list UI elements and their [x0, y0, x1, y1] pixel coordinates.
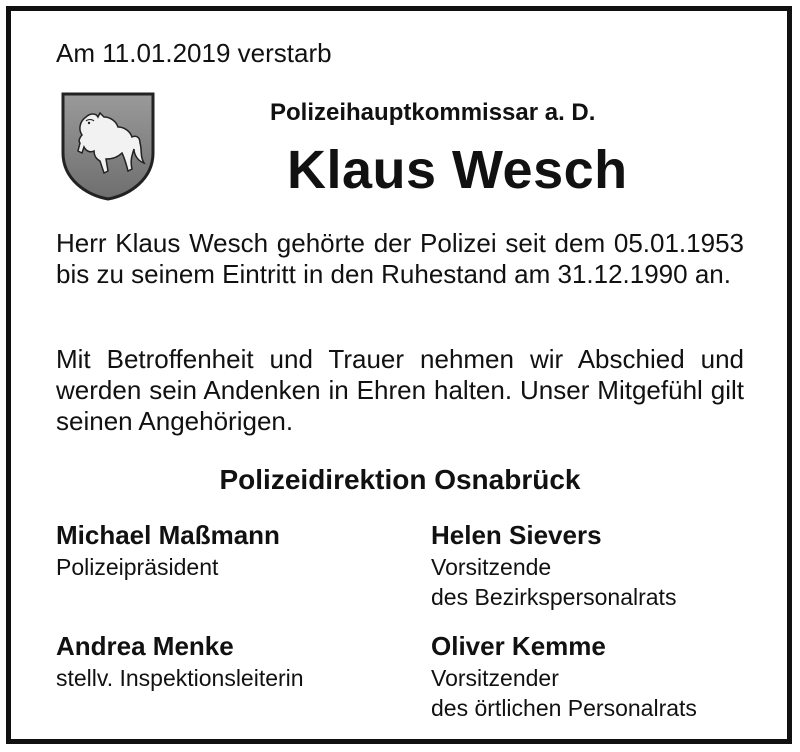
deceased-name: Klaus Wesch [287, 140, 628, 200]
lower-saxony-horse-crest-icon [60, 91, 156, 201]
signatory-block [431, 629, 697, 723]
signatory-block [431, 518, 676, 612]
signatory-name: Helen Sievers [431, 520, 602, 550]
intro-line: Am 11.01.2019 verstarb [56, 38, 332, 68]
signatory-role: Polizeipräsident [56, 554, 219, 580]
signatory-name: Andrea Menke [56, 631, 234, 661]
signatory-block [56, 518, 280, 582]
signatory-name: Michael Maßmann [56, 520, 280, 550]
condolence-paragraph: Mit Betroffenheit und Trauer nehmen wir Abschied und werden sein Andenken in Ehren halten. Unser Mitgefühl gilt seinen Angehörigen. [56, 344, 744, 436]
signatory-role-detail: des örtlichen Personalrats [431, 695, 697, 721]
signatory-role: Vorsitzende [431, 554, 552, 580]
rank-title: Polizeihauptkommissar a. D. [270, 99, 596, 126]
signatory-role-detail: des Bezirkspersonalrats [431, 584, 677, 610]
service-paragraph: Herr Klaus Wesch gehörte der Polizei seit dem 05.01.1953 bis zu seinem Eintritt in den Ruhestand am 31.12.1990 an. [56, 228, 744, 289]
signatory-role: stellv. Inspektionsleiterin [56, 665, 304, 691]
signatory-block [56, 629, 304, 693]
signatory-name: Oliver Kemme [431, 631, 606, 661]
organization-name: Polizeidirektion Osnabrück [219, 464, 581, 495]
signatory-role: Vorsitzender [431, 665, 559, 691]
